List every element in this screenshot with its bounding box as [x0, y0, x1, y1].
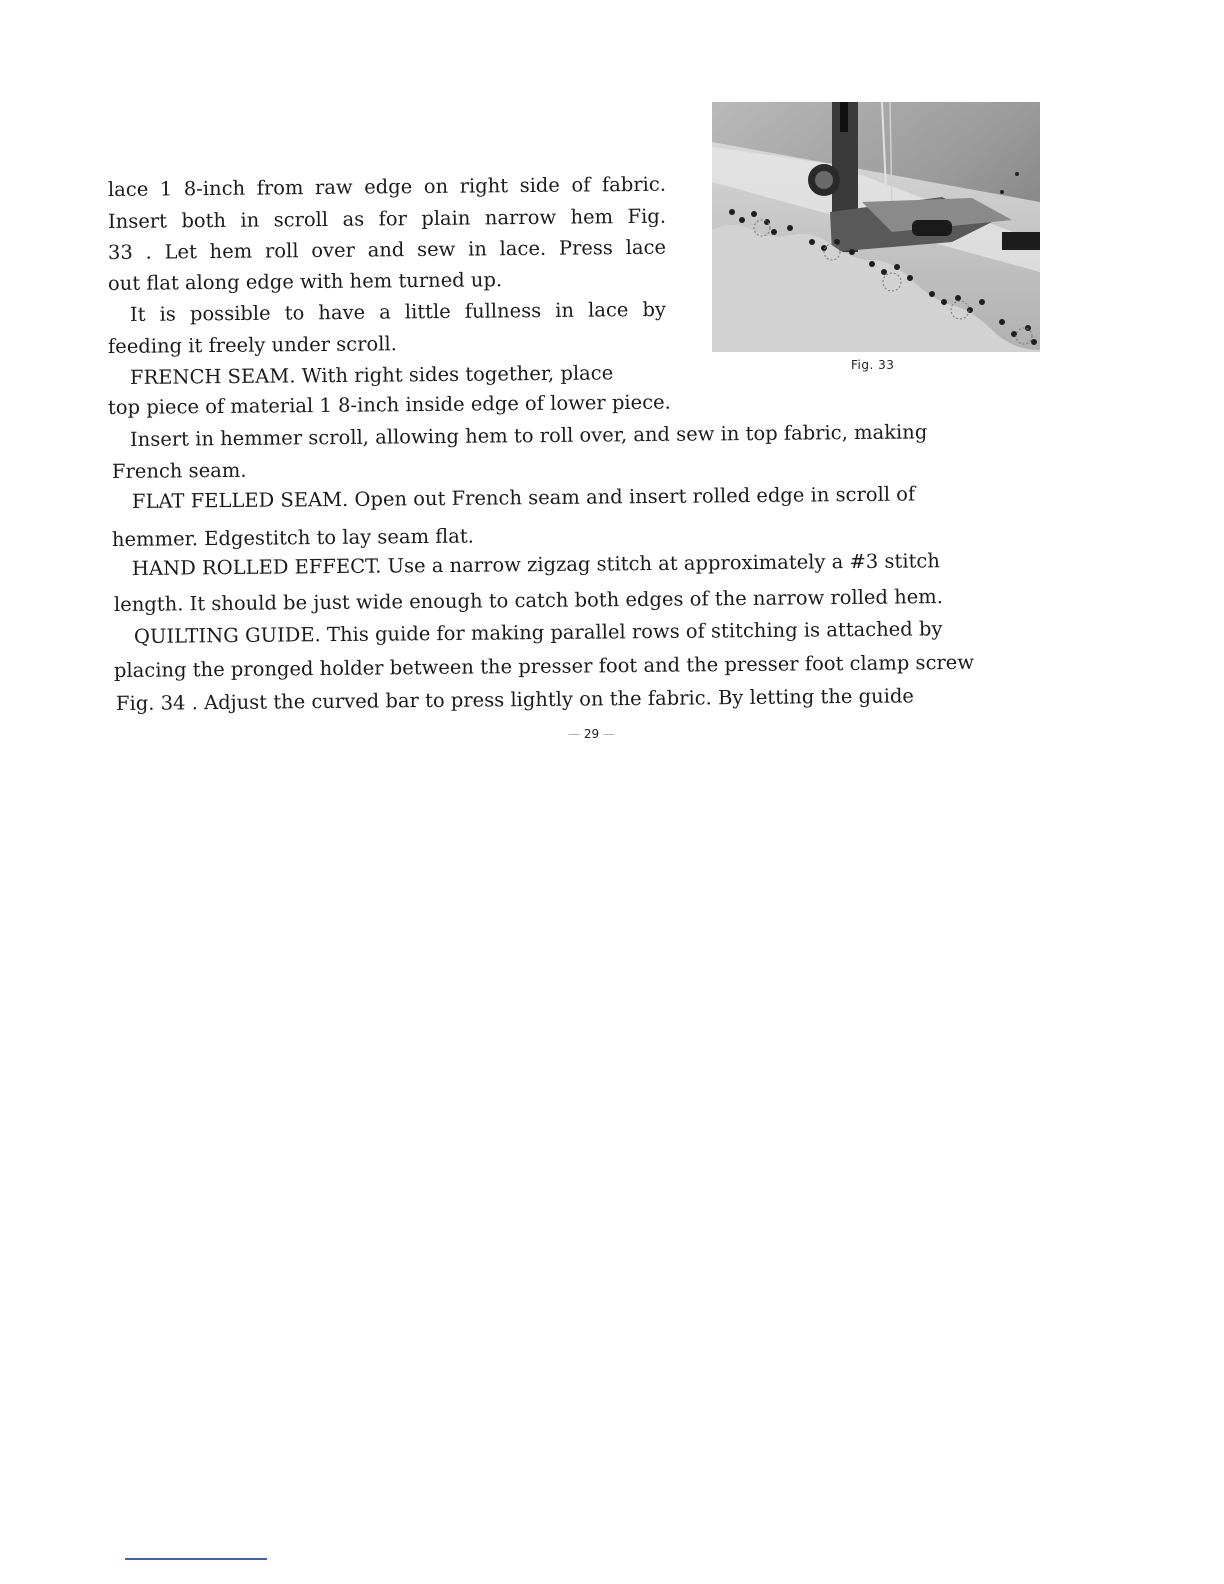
body-line-12: hemmer. Edgestitch to lay seam flat. — [111, 524, 475, 551]
page-number-dash-left: — — [568, 727, 584, 741]
figure-33-image — [712, 102, 1040, 352]
body-line-2: Insert both in scroll as for plain narrow hem Fig. — [107, 204, 667, 233]
figure-caption: Fig. 33 — [851, 358, 895, 372]
body-line-14: length. It should be just wide enough to catch both edges of the narrow rolled hem. — [113, 585, 944, 616]
body-line-15: QUILTING GUIDE. This guide for making parallel rows of stitching is attached by — [133, 617, 943, 648]
body-line-13: HAND ROLLED EFFECT. Use a narrow zigzag stitch at approximately a #3 stitch — [131, 549, 940, 580]
body-line-5: It is possible to have a little fullness in lace by — [129, 297, 667, 326]
body-line-11: FLAT FELLED SEAM. Open out French seam and insert rolled edge in scroll of — [131, 482, 916, 513]
body-line-10: French seam. — [111, 458, 247, 483]
body-line-16: placing the pronged holder between the presser foot and the presser foot clamp screw — [113, 650, 975, 682]
body-line-17: Fig. 34 . Adjust the curved bar to press lightly on the fabric. By letting the guide — [115, 684, 915, 715]
body-line-9: Insert in hemmer scroll, allowing hem to roll over, and sew in top fabric, making — [129, 420, 928, 451]
body-line-4: out flat along edge with hem turned up. — [107, 268, 503, 295]
page-number-dash-right: — — [599, 727, 615, 741]
footer-rule — [125, 1558, 267, 1560]
page-number: 29 — [583, 727, 600, 741]
body-line-3: 33 . Let hem roll over and sew in lace. Press lace — [107, 235, 667, 264]
body-line-1: lace 1 8-inch from raw edge on right side of fabric. — [107, 172, 667, 201]
body-line-6: feeding it freely under scroll. — [107, 332, 398, 358]
body-line-7: FRENCH SEAM. With right sides together, place — [129, 361, 614, 389]
page-number-row — [568, 727, 615, 741]
body-line-8: top piece of material 1 8-inch inside edge of lower piece. — [107, 390, 671, 419]
